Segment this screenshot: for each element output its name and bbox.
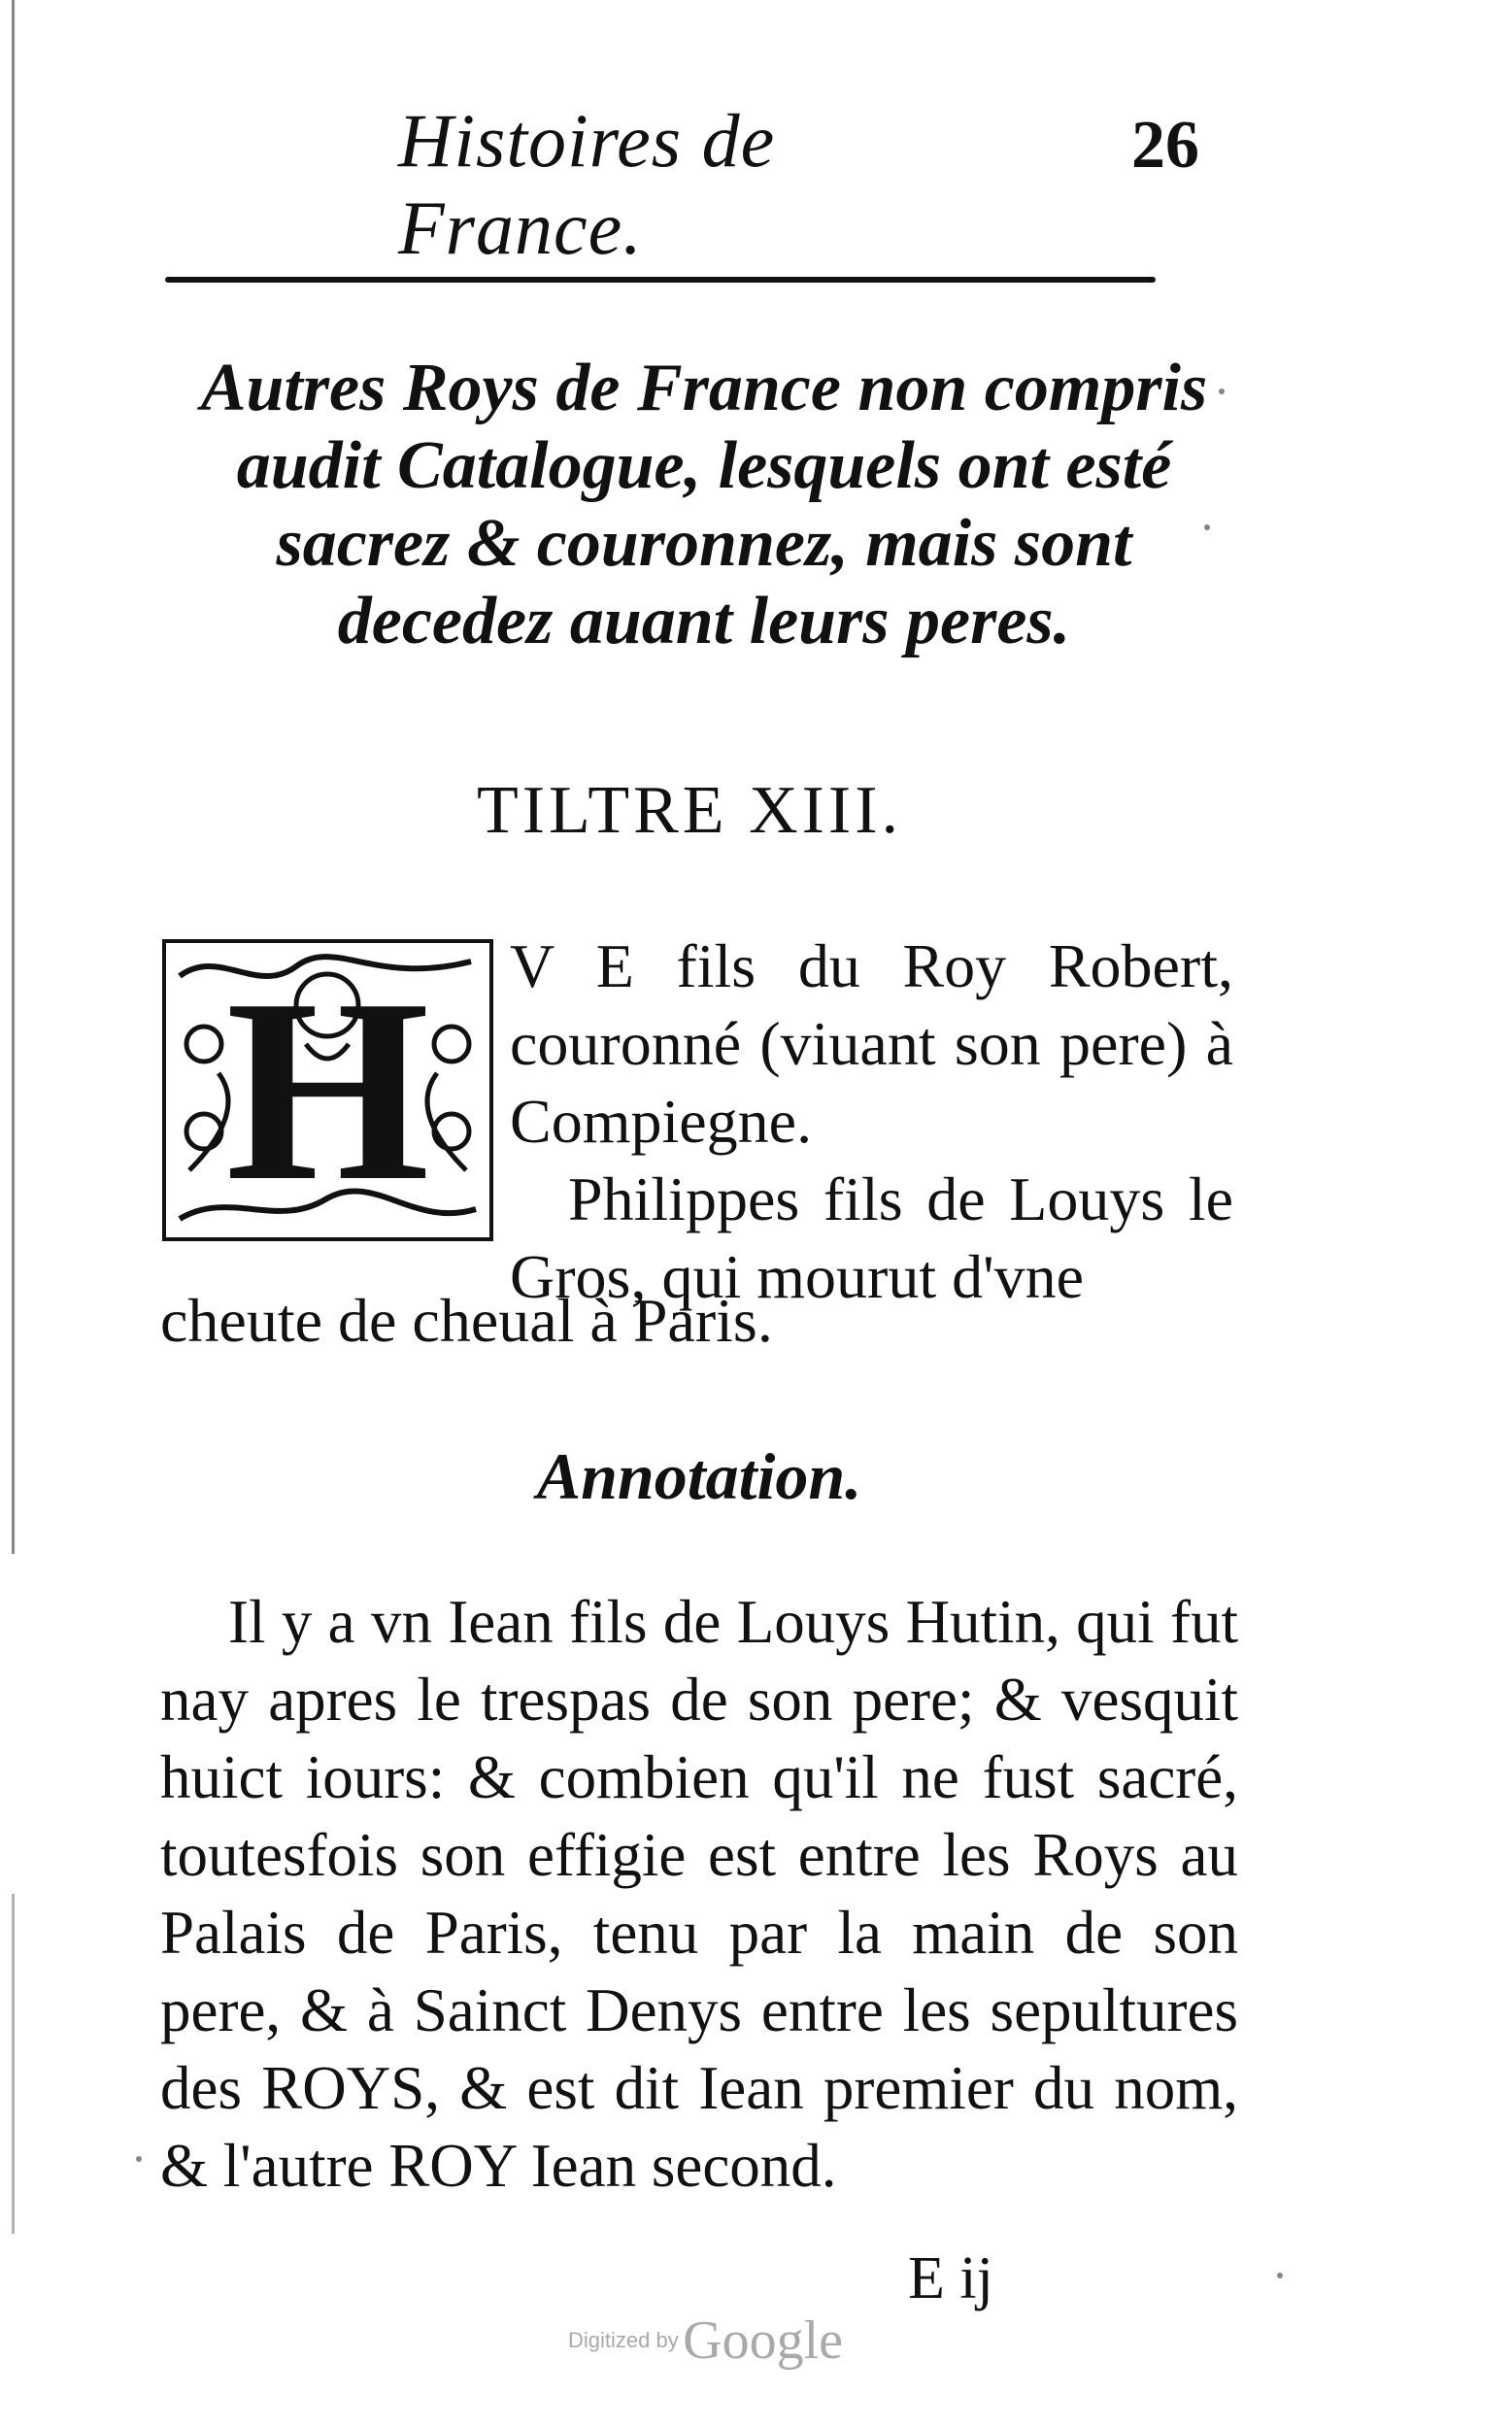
running-head-title: Histoires de France. bbox=[398, 98, 776, 270]
scan-margin-line bbox=[12, 1894, 15, 2234]
annotation-heading: Annotation. bbox=[536, 1439, 862, 1513]
scan-margin-line bbox=[12, 0, 15, 1554]
paragraph-text: Philippes fils de Louys le Gros, qui mourut d'vne bbox=[510, 1164, 1233, 1311]
ink-speck bbox=[136, 2156, 142, 2162]
signature-mark: E ij bbox=[908, 2245, 993, 2311]
watermark-prefix: Digitized by bbox=[568, 2328, 679, 2352]
decorated-initial bbox=[160, 937, 495, 1243]
annotation-body bbox=[160, 1583, 1238, 2205]
titre-heading: TILTRE XIII. bbox=[476, 773, 903, 848]
ink-speck bbox=[1277, 2273, 1283, 2278]
watermark-brand: Google bbox=[683, 2310, 844, 2371]
section-heading: Autres Roys de France non compris audit Catalogue, lesquels ont esté sacrez & couronnez, mais sont decedez auant leurs peres. bbox=[200, 351, 1208, 658]
page-number: 26 bbox=[1131, 108, 1199, 183]
paragraph-with-initial bbox=[510, 927, 1233, 1316]
paragraph-continuation: cheute de cheual à Paris. bbox=[160, 1286, 773, 1355]
digitized-watermark bbox=[568, 2310, 976, 2377]
paragraph-text: V E fils du Roy Robert, couronné (viuant son pere) à Compiegne. bbox=[510, 931, 1233, 1156]
head-rule bbox=[165, 277, 1156, 283]
initial-letter: H bbox=[225, 945, 430, 1235]
annotation-text: Il y a vn Iean fils de Louys Hutin, qui fut nay apres le trespas de son pere; & vesquit huict iours: & combien qu'il ne fust sacré, toutesfois son effigie est entre les Roys au Palais de Paris, tenu par la main de son pere, & à Sainct Denys entre les sepultures des ROYS, & est dit Iean premier du nom, & l'autre ROY Iean second. bbox=[160, 1588, 1238, 2200]
